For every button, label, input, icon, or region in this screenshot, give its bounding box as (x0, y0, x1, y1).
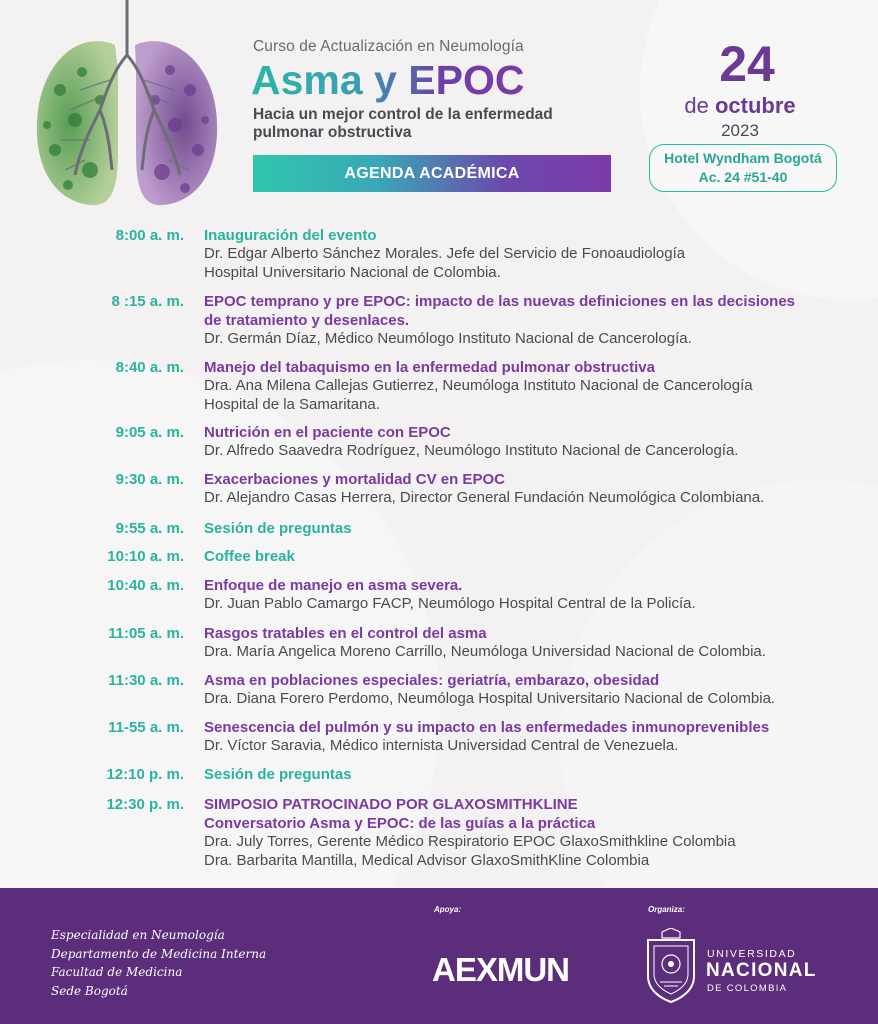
venue-name: Hotel Wyndham Bogotá (664, 150, 822, 166)
agenda-content (204, 547, 864, 566)
agenda-speaker-line: Dra. Diana Forero Perdomo, Neumóloga Hospital Universitario Nacional de Colombia. (204, 690, 776, 707)
agenda-time: 9:30 a. m. (115, 471, 184, 488)
lungs-illustration (20, 0, 230, 215)
agenda-content (204, 358, 864, 414)
venue-badge (649, 144, 837, 192)
agenda-content (204, 671, 864, 709)
agenda-title: Sesión de preguntas (204, 520, 352, 537)
agenda-speaker-line: Dra. Ana Milena Callejas Gutierrez, Neumóloga Instituto Nacional de Cancerología (204, 377, 753, 394)
department-line: Especialidad en Neumología (51, 928, 225, 942)
university-line-2: NACIONAL (706, 960, 817, 981)
agenda-title: Nutrición en el paciente con EPOC (204, 424, 451, 441)
agenda-speaker-line: Hospital de la Samaritana. (204, 395, 380, 413)
agenda-time: 9:55 a. m. (115, 520, 184, 537)
agenda-speaker-line: Dra. July Torres, Gerente Médico Respiratorio EPOC GlaxoSmithkline Colombia (204, 833, 736, 850)
agenda-time: 10:10 a. m. (107, 548, 184, 565)
agenda-time: 11:05 a. m. (108, 625, 184, 642)
agenda-time: 12:30 p. m. (106, 796, 184, 813)
agenda-speaker-line: Dr. Alejandro Casas Herrera, Director General Fundación Neumológica Colombiana. (204, 489, 765, 506)
agenda-title: Enfoque de manejo en asma severa. (204, 577, 463, 594)
course-name: Curso de Actualización en Neumología (253, 38, 524, 55)
subtitle-line: Hacia un mejor control de la enfermedad (253, 106, 553, 123)
university-seal-icon (640, 928, 702, 1004)
agenda-speaker-line: Dr. Edgar Alberto Sánchez Morales. Jefe del Servicio de Fonoaudiología (204, 245, 686, 262)
agenda-title-continued: Conversatorio Asma y EPOC: de las guías a la práctica (204, 815, 596, 832)
agenda-content (204, 576, 864, 614)
agenda-title: Sesión de preguntas (204, 766, 352, 783)
subtitle-line: pulmonar obstructiva (253, 124, 412, 141)
agenda-speaker-line: Dra. Barbarita Mantilla, Medical Advisor GlaxoSmithKline Colombia (204, 851, 650, 869)
agenda-speaker-line: Dra. María Angelica Moreno Carrillo, Neumóloga Universidad Nacional de Colombia. (204, 643, 766, 660)
university-line-1: UNIVERSIDAD (707, 948, 797, 960)
agenda-content (204, 470, 864, 508)
agenda-title: Inauguración del evento (204, 227, 377, 244)
department-line: Sede Bogotá (51, 983, 128, 998)
department-line: Departamento de Medicina Interna (51, 946, 267, 961)
agenda-title: Manejo del tabaquismo en la enfermedad pulmonar obstructiva (204, 359, 655, 376)
apoya-label: Apoya: (434, 905, 462, 914)
agenda-speaker-line: Dr. Alfredo Saavedra Rodríguez, Neumólogo Instituto Nacional de Cancerología. (204, 442, 739, 459)
agenda-title: Coffee break (204, 548, 295, 565)
venue-address: Ac. 24 #51-40 (698, 169, 788, 185)
event-subtitle (253, 106, 593, 142)
footer (0, 888, 878, 1024)
agenda-time: 8:00 a. m. (115, 227, 184, 244)
event-title: Asma y EPOC (251, 57, 525, 103)
agenda-time: 12:10 p. m. (106, 766, 184, 783)
agenda-banner: AGENDA ACADÉMICA (253, 155, 611, 192)
agenda-speaker-line: Hospital Universitario Nacional de Colombia. (204, 263, 501, 281)
agenda-title: Asma en poblaciones especiales: geriatría, embarazo, obesidad (204, 672, 660, 689)
agenda-title-continued: de tratamiento y desenlaces. (204, 312, 410, 329)
organiza-label: Organiza: (648, 905, 685, 914)
agenda-content (204, 718, 864, 756)
agenda-content (204, 226, 864, 282)
department-line: Facultad de Medicina (51, 965, 183, 979)
department-info (51, 926, 266, 1000)
agenda-title: Rasgos tratables en el control del asma (204, 625, 487, 642)
agenda-title: SIMPOSIO PATROCINADO POR GLAXOSMITHKLINE (204, 796, 578, 813)
event-month (660, 92, 820, 120)
agenda-content (204, 624, 864, 662)
agenda-content (204, 292, 864, 349)
agenda-speaker-line: Dr. Juan Pablo Camargo FACP, Neumólogo Hospital Central de la Policía. (204, 595, 696, 612)
event-year: 2023 (721, 121, 759, 140)
agenda-content (204, 795, 864, 870)
aexmun-logo: AEXMUN (432, 951, 570, 988)
agenda-time: 9:05 a. m. (115, 424, 184, 441)
agenda-time: 11:30 a. m. (108, 672, 184, 689)
event-day: 24 (719, 36, 775, 92)
agenda-content (204, 765, 864, 784)
agenda-speaker-line: Dr. Víctor Saravia, Médico internista Universidad Central de Venezuela. (204, 737, 679, 754)
university-line-3: DE COLOMBIA (707, 983, 788, 994)
agenda-title: EPOC temprano y pre EPOC: impacto de las nuevas definiciones en las decisiones (204, 293, 796, 310)
agenda-title: Exacerbaciones y mortalidad CV en EPOC (204, 471, 505, 488)
agenda-time: 10:40 a. m. (107, 577, 184, 594)
agenda-speaker-line: Dr. Germán Díaz, Médico Neumólogo Instituto Nacional de Cancerología. (204, 330, 692, 347)
agenda-content (204, 519, 864, 538)
agenda-title: Senescencia del pulmón y su impacto en las enfermedades inmunoprevenibles (204, 719, 770, 736)
agenda-time: 8:40 a. m. (115, 359, 184, 376)
agenda-time: 8 :15 a. m. (111, 293, 184, 310)
date-prefix: de (684, 93, 709, 118)
agenda-content (204, 423, 864, 461)
month-name: octubre (714, 93, 796, 118)
agenda-time: 11-55 a. m. (108, 719, 184, 736)
